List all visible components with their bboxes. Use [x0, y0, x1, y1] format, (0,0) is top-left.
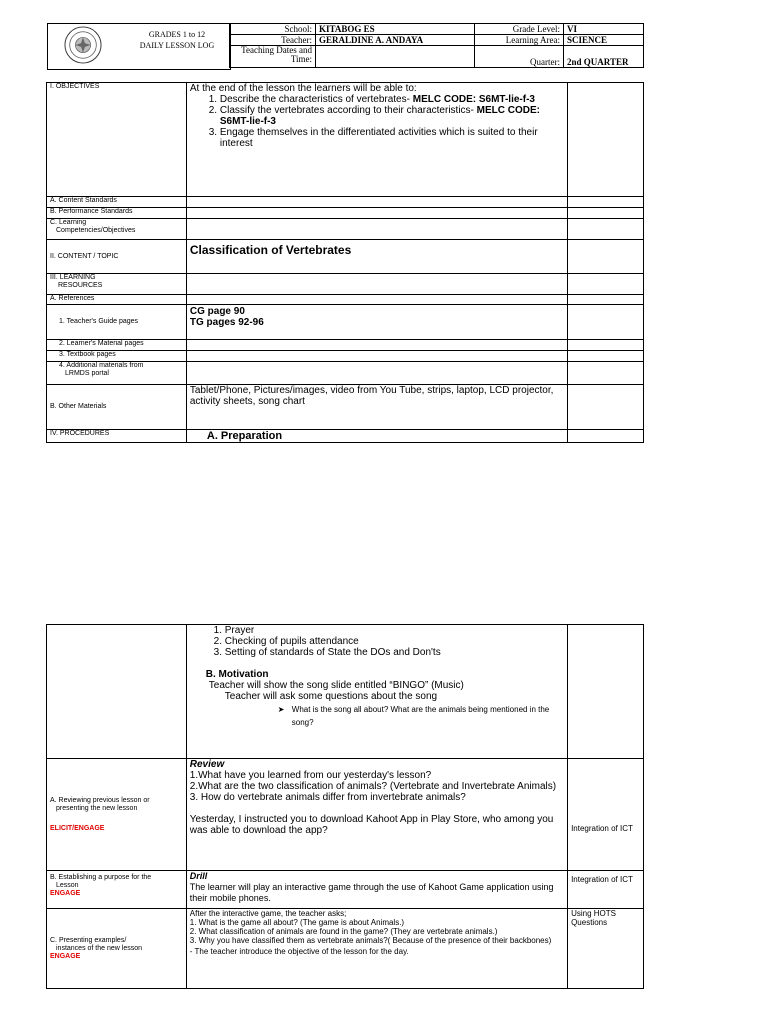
preparation-item: 1. Prayer: [225, 625, 564, 636]
review-question: 1.What have you learned from our yesterday's lesson?: [189, 770, 432, 781]
additional-materials-value: [186, 362, 567, 385]
teacher-label: Teacher:: [230, 35, 316, 46]
textbook-value: [186, 351, 567, 362]
reviewing-label: A. Reviewing previous lesson or presenting the new lesson ELICIT/ENGAGE: [47, 759, 187, 871]
procedures-label: IV. PROCEDURES: [47, 430, 187, 443]
log-title: DAILY LESSON LOG: [139, 41, 215, 50]
learning-area-value: SCIENCE: [564, 35, 644, 46]
other-materials-label: B. Other Materials: [47, 385, 187, 430]
header-table: [229, 23, 644, 68]
quarter-label: Quarter:: [475, 46, 564, 68]
learners-material-remarks: [568, 340, 644, 351]
other-materials-value: Tablet/Phone, Pictures/images, video from You Tube, strips, laptop, LCD projector, activity sheets, song chart: [186, 385, 567, 430]
arrow-bullet-icon: ➤: [277, 705, 285, 714]
grade-level-label: Grade Level:: [475, 24, 564, 35]
header-logo-block: [47, 23, 231, 70]
other-materials-remarks: [568, 385, 644, 430]
motivation-question: ➤ What is the song all about? What are the animals being mentioned in the song?: [277, 705, 550, 727]
teachers-guide-label: 1. Teacher's Guide pages: [47, 305, 187, 340]
dates-label: [230, 46, 316, 68]
objective-item: 2. Classify the vertebrates according to their characteristics- MELC CODE: S6MT-lie-f-3: [220, 105, 564, 127]
motivation-heading: B. Motivation: [205, 669, 269, 680]
deped-seal-icon: [64, 26, 102, 64]
drill-heading: Drill: [189, 871, 208, 881]
purpose-label: B. Establishing a purpose for the Lesson ENGAGE: [47, 871, 187, 909]
presenting-intro: After the interactive game, the teacher asks;: [189, 909, 347, 918]
objective-item: 3. Engage themselves in the differentiated activities which is suited to their interest: [220, 127, 564, 149]
preparation-heading: A. Preparation: [186, 430, 567, 443]
quarter-value: 2nd QUARTER: [564, 46, 644, 68]
references-label: A. References: [47, 295, 187, 305]
learning-resources-value: [186, 274, 567, 295]
grade-level-value: VI: [564, 24, 644, 35]
presenting-label: C. Presenting examples/ instances of the new lesson ENGAGE: [47, 909, 187, 989]
preparation-list: [190, 625, 564, 658]
teacher-value: GERALDINE A. ANDAYA: [316, 35, 475, 46]
references-remarks: [568, 295, 644, 305]
header-title: [132, 29, 222, 51]
review-content: [186, 759, 567, 871]
presenting-question: 3. Why you have classified them as vertebrate animals?( Because of the presence of their backbones): [189, 936, 552, 945]
learning-area-label: Learning Area:: [475, 35, 564, 46]
dates-label-line2: Time:: [290, 54, 312, 64]
learning-resources-label: III. LEARNING RESOURCES: [47, 274, 187, 295]
dates-label-line1: Teaching Dates and: [241, 45, 312, 55]
presenting-question: 2. What classification of animals are found in the game? (They are vertebrate animals.): [189, 927, 498, 936]
presenting-question: 1. What is the game all about? (The game is about Animals.): [189, 918, 405, 927]
drill-text: The learner will play an interactive game through the use of Kahoot Game application using their mobile phones.: [189, 882, 554, 903]
review-question: 2.What are the two classification of animals? (Vertebrate and Invertebrate Animals): [189, 781, 557, 792]
preparation-item: 3. Setting of standards of State the DOs and Don'ts: [225, 647, 564, 658]
learners-material-value: [186, 340, 567, 351]
learning-competencies-value: [186, 219, 567, 240]
content-standards-remarks: [568, 197, 644, 208]
motivation-line2: Teacher will ask some questions about the song: [224, 691, 438, 702]
learning-competencies-label: C. Learning Competencies/Objectives: [47, 219, 187, 240]
performance-standards-label: B. Performance Standards: [47, 208, 187, 219]
review-question: 3. How do vertebrate animals differ from invertebrate animals?: [189, 792, 466, 803]
content-topic-remarks: [568, 240, 644, 274]
preparation-content: [186, 625, 567, 759]
performance-standards-remarks: [568, 208, 644, 219]
additional-materials-label: 4. Additional materials from LRMDS portal: [47, 362, 187, 385]
objectives-list: [190, 94, 564, 149]
school-label: School:: [230, 24, 316, 35]
ict-integration-note: Integration of ICT: [568, 759, 644, 871]
textbook-label: 3. Textbook pages: [47, 351, 187, 362]
engage-tag: ENGAGE: [50, 890, 81, 897]
review-kahoot-question: Yesterday, I instructed you to download Kahoot App in Play Store, who among you was able to download the app?: [189, 814, 554, 836]
textbook-remarks: [568, 351, 644, 362]
content-topic-label: II. CONTENT / TOPIC: [47, 240, 187, 274]
dates-value: [316, 46, 475, 68]
elicit-engage-tag: ELICIT/ENGAGE: [50, 824, 105, 832]
lesson-table-page1: [46, 82, 644, 443]
preparation-remarks: [568, 625, 644, 759]
teachers-guide-remarks: [568, 305, 644, 340]
learning-competencies-remarks: [568, 219, 644, 240]
teachers-guide-value: CG page 90 TG pages 92-96: [186, 305, 567, 340]
lesson-table-page2: [46, 624, 644, 989]
motivation-line1: Teacher will show the song slide entitled “BINGO” (Music): [208, 680, 464, 691]
school-value: KITABOG ES: [316, 24, 475, 35]
ict-integration-note-2: Integration of ICT: [568, 871, 644, 909]
hots-note: Using HOTS Questions: [568, 909, 644, 989]
objective-item: 1. Describe the characteristics of vertebrates- MELC CODE: S6MT-lie-f-3: [220, 94, 564, 105]
learners-material-label: 2. Learner's Material pages: [47, 340, 187, 351]
procedures-remarks: [568, 430, 644, 443]
preparation-label-cell: [47, 625, 187, 759]
objectives-remarks: [568, 83, 644, 197]
grades-label: GRADES 1 to 12: [148, 30, 206, 39]
content-topic-value: Classification of Vertebrates: [186, 240, 567, 274]
presenting-note: - The teacher introduce the objective of the lesson for the day.: [189, 947, 409, 956]
content-standards-label: A. Content Standards: [47, 197, 187, 208]
performance-standards-value: [186, 208, 567, 219]
drill-content: [186, 871, 567, 909]
additional-materials-remarks: [568, 362, 644, 385]
review-heading: Review: [189, 759, 225, 770]
objectives-intro: At the end of the lesson the learners will be able to:: [189, 83, 417, 94]
references-value: [186, 295, 567, 305]
engage-tag: ENGAGE: [50, 952, 81, 960]
learning-resources-remarks: [568, 274, 644, 295]
content-standards-value: [186, 197, 567, 208]
presenting-content: [186, 909, 567, 989]
preparation-item: 2. Checking of pupils attendance: [225, 636, 564, 647]
objectives-label: I. OBJECTIVES: [47, 83, 187, 197]
objectives-content: [186, 83, 567, 197]
